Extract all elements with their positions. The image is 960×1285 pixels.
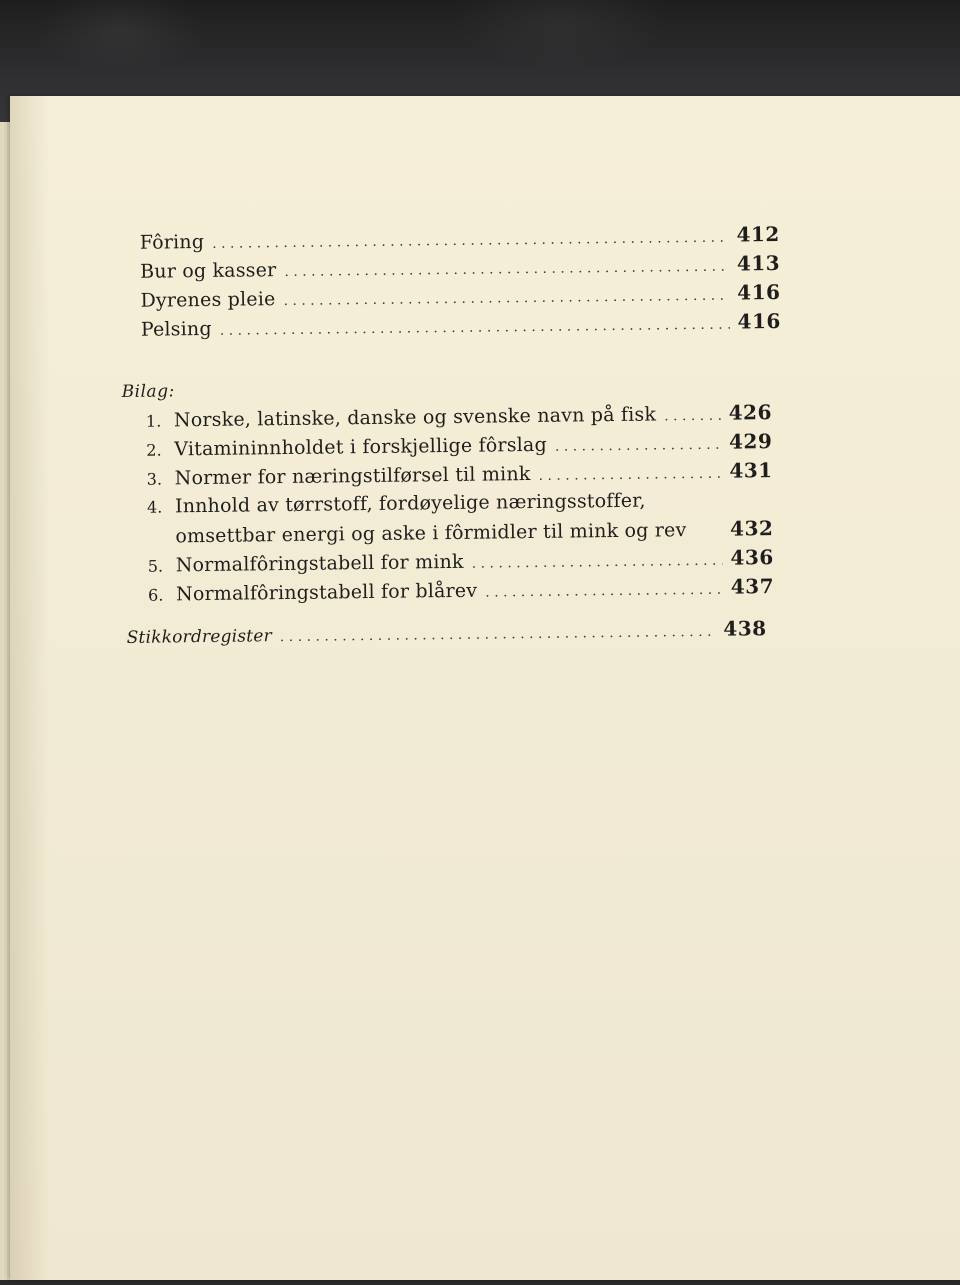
toc-entry-page: 438 <box>723 616 767 641</box>
dot-leader <box>472 549 723 576</box>
toc-entry-number: 3. <box>146 469 163 489</box>
toc-entry-page: 426 <box>728 400 773 425</box>
toc-entry-label: Innhold av tørrstoff, fordøyelige næringsstoffer, <box>174 489 646 518</box>
toc-entry-label: Fôring <box>139 230 205 254</box>
dot-leader <box>220 313 730 343</box>
toc-entry-label: omsettbar energi og aske i fôrmidler til mink og rev <box>175 519 687 548</box>
toc-entry-page: 413 <box>736 250 781 276</box>
toc-entry-label: Stikkordregister <box>126 626 272 648</box>
toc-entry-page: 432 <box>729 516 774 541</box>
toc-entry-label: Norske, latinske, danske og svenske navn på fisk <box>173 403 657 432</box>
dot-leader <box>555 433 721 459</box>
dot-leader <box>284 255 729 284</box>
dot-leader <box>538 462 721 488</box>
toc-entry-page: 416 <box>737 308 781 334</box>
toc-entry-page: 437 <box>730 574 775 599</box>
toc-entry-label: Pelsing <box>140 317 212 341</box>
dot-leader <box>283 284 729 313</box>
toc-entry-label: Dyrenes pleie <box>140 288 276 312</box>
toc-entry-number: 1. <box>145 411 162 431</box>
bilag-heading: Bilag: <box>121 381 175 403</box>
toc-entry[interactable] <box>147 487 773 520</box>
toc-entry-label: Vitamininnholdet i forskjellige fôrslag <box>174 433 548 461</box>
toc-entry-page: 412 <box>736 221 780 247</box>
dot-leader <box>664 404 721 429</box>
toc-entry-number: 4. <box>146 497 163 517</box>
toc-entry-page: 431 <box>729 458 773 483</box>
toc-entry[interactable] <box>126 616 766 651</box>
toc-entry[interactable] <box>141 309 781 344</box>
toc-entry-number: 2. <box>146 440 162 460</box>
toc-entry-page: 416 <box>737 279 781 305</box>
toc-entry[interactable] <box>148 574 774 609</box>
dot-leader <box>485 578 723 605</box>
toc-entry-label: Bur og kasser <box>140 259 277 283</box>
toc-entry-number: 6. <box>148 585 164 605</box>
toc-entry-page: 436 <box>730 545 774 570</box>
toc-entry-page: 429 <box>728 429 773 454</box>
toc-entry-label: Normer for næringstilførsel til mink <box>174 463 531 490</box>
toc-entry-number: 5. <box>147 556 164 576</box>
toc-entry-label: Normalfôringstabell for mink <box>175 550 464 577</box>
toc-entry-label: Normalfôringstabell for blårev <box>175 579 478 606</box>
dot-leader <box>212 226 729 256</box>
dot-leader <box>280 620 716 649</box>
